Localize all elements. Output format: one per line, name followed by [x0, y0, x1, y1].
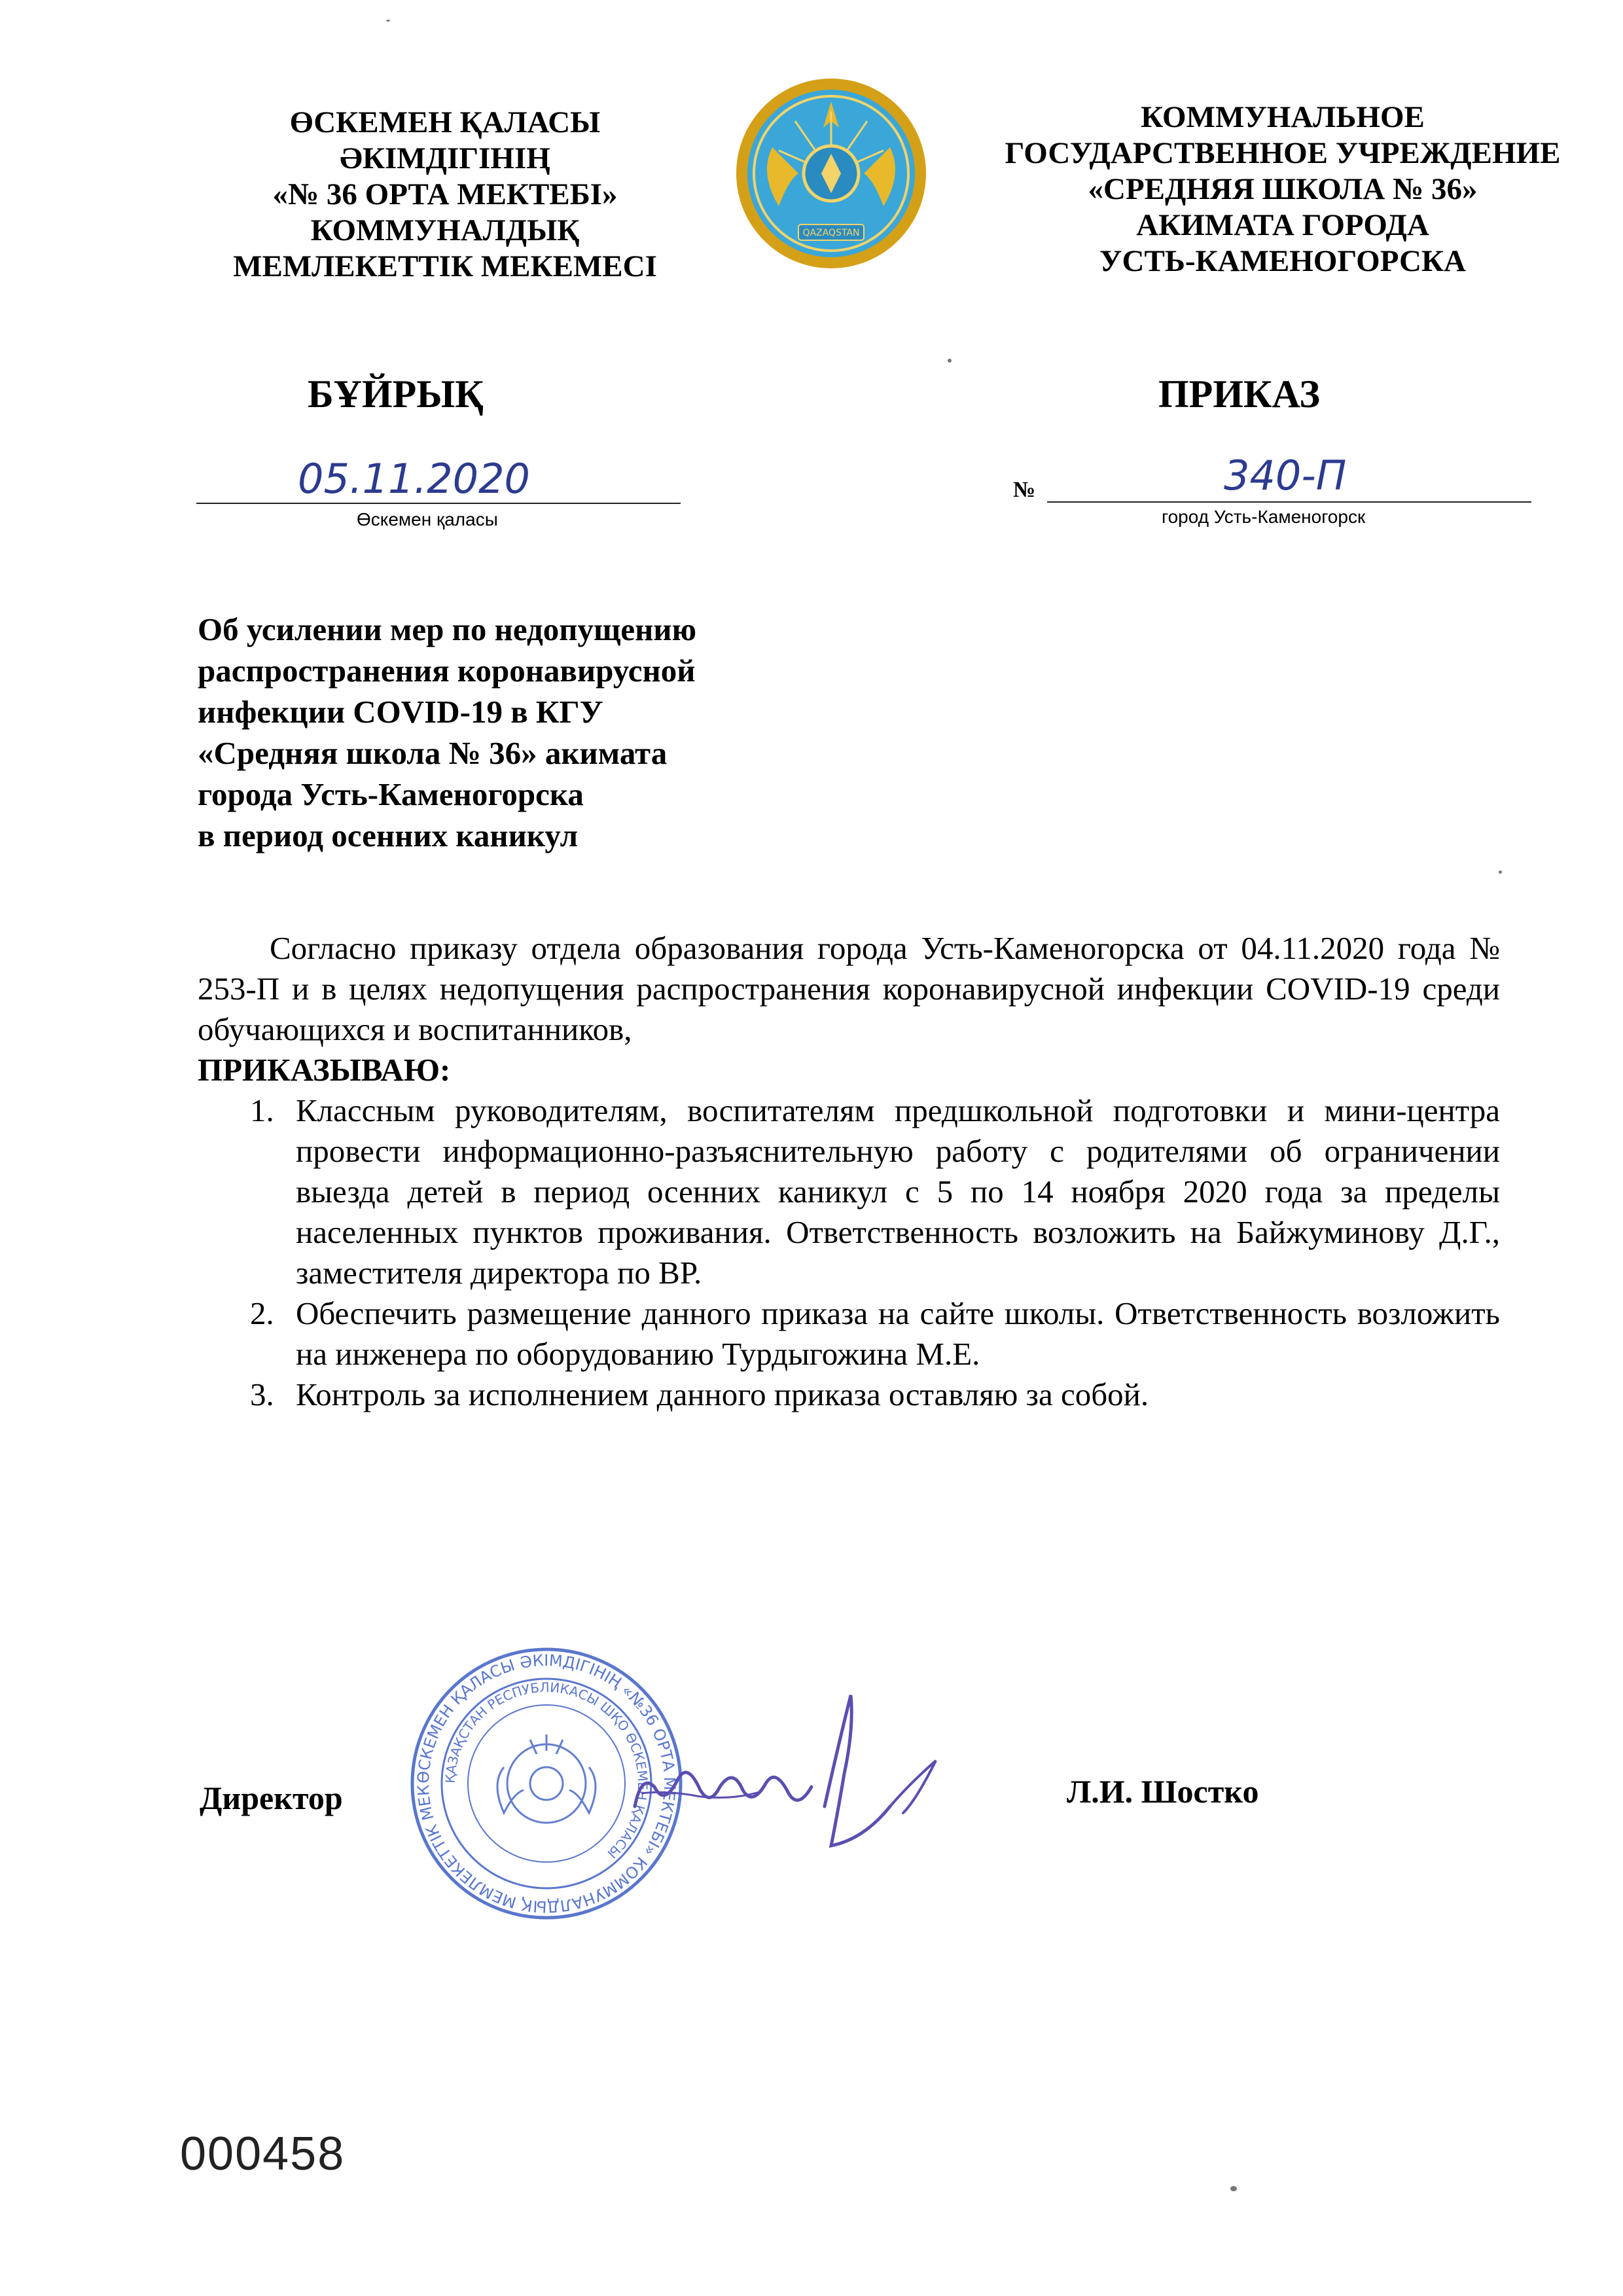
header-kz-line: «№ 36 ОРТА МЕКТЕБІ»: [272, 177, 618, 211]
order-number-handwritten: 340-П: [1224, 452, 1347, 499]
order-body: [198, 928, 1500, 1415]
list-item-text: Классным руководителям, воспитателям предшкольной подготовки и мини-центра провести информационно-разъяснительную работу с родителями об ограничении выезда детей в период осенних каникул с 5 по 14 ноября 2020 года за пределы населенных пунктов проживания. Ответственность возложить на Байжуминову Д.Г., заместителя директора по ВР.: [296, 1092, 1500, 1291]
header-ru: [975, 99, 1590, 279]
header-kz-line: ӨСКЕМЕН ҚАЛАСЫ: [289, 105, 601, 139]
place-kz: Өскемен қаласы: [357, 509, 498, 529]
document-serial-number: 000458: [180, 2128, 346, 2180]
list-item: [198, 1090, 1500, 1293]
list-item: [198, 1293, 1500, 1374]
list-item-number: 2.: [250, 1295, 274, 1331]
order-subject-line: распространения коронавирусной: [198, 653, 696, 689]
order-subject-line: инфекции COVID-19 в КГУ: [198, 694, 603, 730]
list-item-text: Контроль за исполнением данного приказа оставляю за собой.: [296, 1376, 1149, 1412]
order-subject-line: Об усилении мер по недопущению: [198, 611, 697, 647]
header-kz-line: МЕМЛЕКЕТТІК МЕКЕМЕСІ: [233, 249, 657, 283]
director-label: Директор: [200, 1780, 343, 1816]
order-subject-line: в период осенних каникул: [198, 817, 579, 853]
body-command: ПРИКАЗЫВАЮ:: [198, 1052, 451, 1088]
header-ru-line: АКИМАТА ГОРОДА: [1136, 208, 1429, 242]
scan-speck: [948, 359, 952, 363]
list-item-number: 1.: [250, 1092, 274, 1128]
order-date-handwritten: 05.11.2020: [298, 455, 530, 503]
order-subject: [198, 609, 839, 856]
svg-text:QAZAQSTAN: QAZAQSTAN: [802, 228, 860, 238]
state-emblem-icon: [733, 75, 929, 272]
header-ru-line: УСТЬ-КАМЕНОГОРСКА: [1099, 244, 1466, 278]
order-subject-line: города Усть-Каменогорска: [198, 776, 584, 812]
list-item-number: 3.: [250, 1376, 274, 1412]
order-title-kz: БҰЙРЫҚ: [308, 372, 484, 416]
scan-speck: [386, 20, 390, 22]
list-item: [198, 1374, 1500, 1415]
header-ru-line: КОММУНАЛЬНОЕ: [1141, 100, 1425, 134]
body-intro: Согласно приказу отдела образования города Усть-Каменогорска от 04.11.2020 года № 253-П и в целях недопущения распространения коронавирусной инфекции COVID-19 среди обучающихся и воспитанников,: [198, 930, 1500, 1047]
order-subject-line: «Средняя школа № 36» акимата: [198, 735, 668, 771]
order-items: [198, 1090, 1500, 1415]
place-ru: город Усть-Каменогорск: [1162, 507, 1366, 527]
order-title-ru: ПРИКАЗ: [1158, 372, 1321, 416]
number-line: [1047, 501, 1531, 503]
svg-text:ӨСКЕМЕН ҚАЛАСЫ ӘКІМДІГІНІҢ «№3: ӨСКЕМЕН ҚАЛАСЫ ӘКІМДІГІНІҢ «№36 ОРТА МЕКТЕБІ» КОММУНАЛДЫҚ МЕМЛЕКЕТТІК МЕК: [414, 1651, 679, 1916]
svg-text:ҚАЗАҚСТАН РЕСПУБЛИКАСЫ ШҚО ӨСК: ҚАЗАҚСТАН РЕСПУБЛИКАСЫ ШҚО ӨСКЕМЕН ҚАЛАСЫ: [442, 1679, 651, 1862]
header-kz-line: КОММУНАЛДЫҚ: [310, 213, 580, 247]
list-item-text: Обеспечить размещение данного приказа на сайте школы. Ответственность возложить на инженера по оборудованию Турдыгожина М.Е.: [296, 1295, 1500, 1372]
scan-speck: [1499, 870, 1502, 874]
number-sign: №: [1013, 478, 1036, 502]
header-ru-line: ГОСУДАРСТВЕННОЕ УЧРЕЖДЕНИЕ: [1005, 136, 1561, 170]
date-line: [196, 503, 681, 504]
header-ru-line: «СРЕДНЯЯ ШКОЛА № 36»: [1088, 172, 1478, 206]
signature-icon: [628, 1676, 969, 1872]
header-kz-line: ӘКІМДІГІНІҢ: [340, 141, 550, 175]
header-kz: [196, 105, 694, 285]
scan-speck: [1230, 2186, 1237, 2191]
director-name: Л.И. Шостко: [1067, 1773, 1259, 1810]
